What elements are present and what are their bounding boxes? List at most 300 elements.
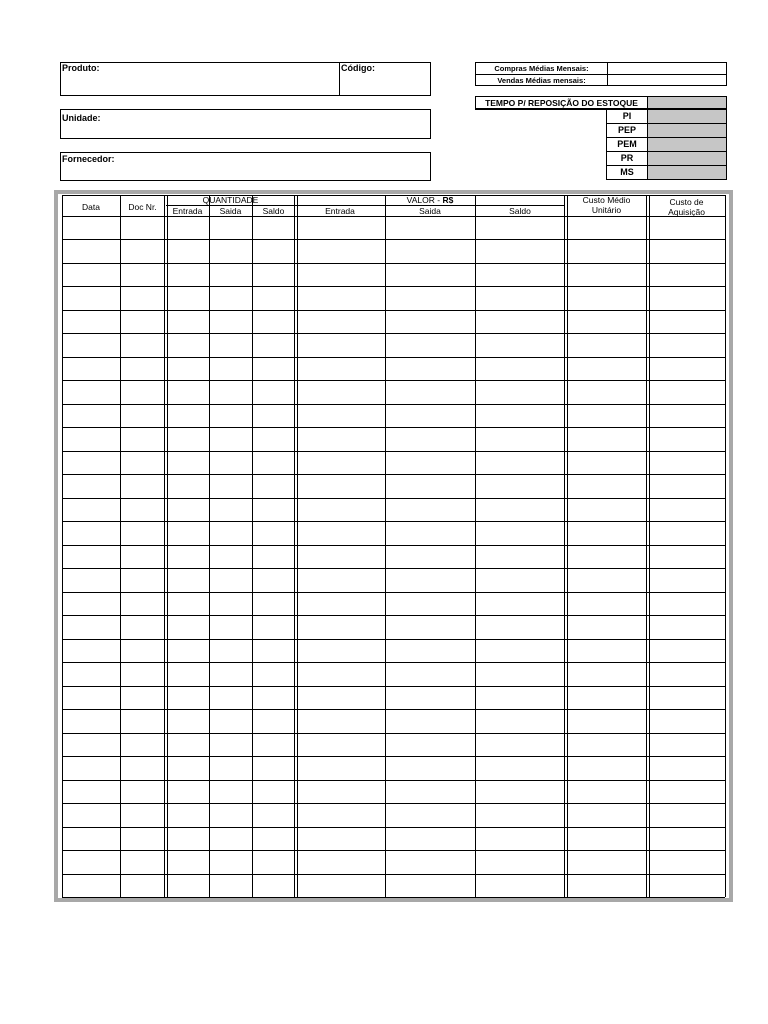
ledger-cell[interactable] — [297, 828, 384, 850]
ledger-cell[interactable] — [568, 381, 647, 403]
ledger-cell[interactable] — [64, 264, 119, 286]
ledger-cell[interactable] — [568, 475, 647, 497]
ledger-cell[interactable] — [297, 499, 384, 521]
ledger-cell[interactable] — [387, 475, 474, 497]
ledger-cell[interactable] — [297, 475, 384, 497]
ledger-cell[interactable] — [254, 334, 294, 356]
ledger-cell[interactable] — [122, 640, 165, 662]
ledger-cell[interactable] — [387, 804, 474, 826]
ledger-cell[interactable] — [64, 804, 119, 826]
ledger-cell[interactable] — [297, 875, 384, 897]
ledger-cell[interactable] — [168, 452, 208, 474]
ledger-cell[interactable] — [168, 734, 208, 756]
ledger-cell[interactable] — [568, 311, 647, 333]
ledger-cell[interactable] — [168, 663, 208, 685]
ledger-cell[interactable] — [568, 616, 647, 638]
ledger-cell[interactable] — [650, 734, 724, 756]
ledger-cell[interactable] — [64, 311, 119, 333]
ledger-cell[interactable] — [477, 311, 565, 333]
ledger-cell[interactable] — [122, 287, 165, 309]
ledger-cell[interactable] — [211, 640, 251, 662]
ledger-cell[interactable] — [168, 546, 208, 568]
ledger-cell[interactable] — [122, 499, 165, 521]
ledger-cell[interactable] — [477, 452, 565, 474]
reposicao-header-value[interactable] — [647, 97, 726, 108]
ledger-cell[interactable] — [650, 311, 724, 333]
ledger-cell[interactable] — [211, 381, 251, 403]
ledger-cell[interactable] — [254, 569, 294, 591]
ledger-cell[interactable] — [168, 240, 208, 262]
ledger-cell[interactable] — [477, 687, 565, 709]
ledger-cell[interactable] — [122, 475, 165, 497]
ledger-cell[interactable] — [387, 616, 474, 638]
ledger-cell[interactable] — [387, 499, 474, 521]
ledger-cell[interactable] — [254, 734, 294, 756]
ledger-cell[interactable] — [387, 569, 474, 591]
ledger-cell[interactable] — [122, 828, 165, 850]
ledger-cell[interactable] — [297, 734, 384, 756]
ledger-cell[interactable] — [387, 405, 474, 427]
ledger-cell[interactable] — [568, 781, 647, 803]
ledger-cell[interactable] — [122, 381, 165, 403]
ledger-cell[interactable] — [387, 734, 474, 756]
ledger-cell[interactable] — [122, 593, 165, 615]
ledger-cell[interactable] — [254, 452, 294, 474]
ledger-cell[interactable] — [254, 640, 294, 662]
ledger-cell[interactable] — [122, 710, 165, 732]
ledger-cell[interactable] — [387, 217, 474, 239]
ledger-cell[interactable] — [477, 358, 565, 380]
ledger-cell[interactable] — [650, 405, 724, 427]
ledger-cell[interactable] — [568, 240, 647, 262]
ledger-cell[interactable] — [168, 804, 208, 826]
ledger-cell[interactable] — [211, 217, 251, 239]
ledger-cell[interactable] — [64, 452, 119, 474]
ledger-cell[interactable] — [650, 240, 724, 262]
ledger-cell[interactable] — [650, 452, 724, 474]
compras-value[interactable] — [607, 63, 726, 74]
ledger-cell[interactable] — [650, 287, 724, 309]
ledger-cell[interactable] — [387, 381, 474, 403]
ledger-cell[interactable] — [254, 499, 294, 521]
ledger-cell[interactable] — [122, 311, 165, 333]
ledger-cell[interactable] — [650, 687, 724, 709]
ledger-cell[interactable] — [477, 663, 565, 685]
ledger-cell[interactable] — [64, 593, 119, 615]
ledger-cell[interactable] — [211, 311, 251, 333]
ledger-cell[interactable] — [650, 828, 724, 850]
ledger-cell[interactable] — [211, 687, 251, 709]
ledger-cell[interactable] — [64, 569, 119, 591]
ledger-cell[interactable] — [122, 569, 165, 591]
ledger-cell[interactable] — [254, 663, 294, 685]
ledger-cell[interactable] — [387, 757, 474, 779]
ledger-cell[interactable] — [568, 405, 647, 427]
reposicao-value-pem[interactable] — [647, 138, 726, 151]
ledger-cell[interactable] — [168, 757, 208, 779]
ledger-cell[interactable] — [387, 851, 474, 873]
ledger-cell[interactable] — [64, 381, 119, 403]
ledger-cell[interactable] — [650, 851, 724, 873]
ledger-cell[interactable] — [477, 522, 565, 544]
ledger-cell[interactable] — [122, 616, 165, 638]
ledger-cell[interactable] — [254, 781, 294, 803]
ledger-cell[interactable] — [211, 287, 251, 309]
reposicao-value-ms[interactable] — [647, 166, 726, 179]
ledger-cell[interactable] — [211, 522, 251, 544]
ledger-cell[interactable] — [568, 875, 647, 897]
ledger-cell[interactable] — [297, 616, 384, 638]
ledger-cell[interactable] — [650, 616, 724, 638]
ledger-cell[interactable] — [477, 757, 565, 779]
ledger-cell[interactable] — [122, 264, 165, 286]
ledger-cell[interactable] — [650, 781, 724, 803]
ledger-cell[interactable] — [297, 710, 384, 732]
ledger-cell[interactable] — [122, 522, 165, 544]
ledger-cell[interactable] — [211, 569, 251, 591]
ledger-cell[interactable] — [477, 217, 565, 239]
ledger-cell[interactable] — [64, 687, 119, 709]
ledger-cell[interactable] — [387, 264, 474, 286]
ledger-cell[interactable] — [64, 734, 119, 756]
ledger-cell[interactable] — [477, 875, 565, 897]
ledger-cell[interactable] — [387, 287, 474, 309]
ledger-cell[interactable] — [254, 264, 294, 286]
ledger-cell[interactable] — [297, 687, 384, 709]
ledger-cell[interactable] — [650, 640, 724, 662]
ledger-cell[interactable] — [168, 569, 208, 591]
ledger-cell[interactable] — [211, 358, 251, 380]
ledger-cell[interactable] — [387, 358, 474, 380]
ledger-cell[interactable] — [387, 428, 474, 450]
ledger-cell[interactable] — [387, 311, 474, 333]
ledger-cell[interactable] — [568, 593, 647, 615]
ledger-cell[interactable] — [568, 734, 647, 756]
ledger-cell[interactable] — [168, 217, 208, 239]
ledger-cell[interactable] — [568, 499, 647, 521]
ledger-cell[interactable] — [477, 616, 565, 638]
ledger-cell[interactable] — [477, 828, 565, 850]
ledger-cell[interactable] — [122, 851, 165, 873]
ledger-cell[interactable] — [211, 452, 251, 474]
ledger-cell[interactable] — [122, 875, 165, 897]
reposicao-value-pep[interactable] — [647, 124, 726, 137]
ledger-cell[interactable] — [254, 217, 294, 239]
ledger-cell[interactable] — [387, 828, 474, 850]
ledger-cell[interactable] — [297, 522, 384, 544]
ledger-cell[interactable] — [568, 851, 647, 873]
ledger-cell[interactable] — [168, 828, 208, 850]
ledger-cell[interactable] — [168, 334, 208, 356]
ledger-cell[interactable] — [254, 710, 294, 732]
ledger-cell[interactable] — [387, 640, 474, 662]
ledger-cell[interactable] — [254, 828, 294, 850]
ledger-cell[interactable] — [211, 593, 251, 615]
ledger-cell[interactable] — [477, 475, 565, 497]
ledger-cell[interactable] — [477, 546, 565, 568]
ledger-cell[interactable] — [650, 358, 724, 380]
ledger-cell[interactable] — [64, 240, 119, 262]
ledger-cell[interactable] — [387, 593, 474, 615]
ledger-cell[interactable] — [254, 475, 294, 497]
ledger-cell[interactable] — [64, 875, 119, 897]
ledger-cell[interactable] — [122, 734, 165, 756]
ledger-cell[interactable] — [477, 781, 565, 803]
ledger-cell[interactable] — [477, 710, 565, 732]
ledger-cell[interactable] — [297, 569, 384, 591]
ledger-cell[interactable] — [211, 851, 251, 873]
ledger-cell[interactable] — [297, 546, 384, 568]
ledger-cell[interactable] — [650, 334, 724, 356]
ledger-cell[interactable] — [64, 663, 119, 685]
ledger-cell[interactable] — [122, 405, 165, 427]
ledger-cell[interactable] — [568, 546, 647, 568]
ledger-cell[interactable] — [211, 875, 251, 897]
ledger-cell[interactable] — [64, 522, 119, 544]
ledger-cell[interactable] — [387, 875, 474, 897]
ledger-cell[interactable] — [477, 734, 565, 756]
ledger-cell[interactable] — [211, 546, 251, 568]
ledger-cell[interactable] — [297, 851, 384, 873]
ledger-cell[interactable] — [297, 287, 384, 309]
ledger-cell[interactable] — [64, 757, 119, 779]
ledger-cell[interactable] — [122, 663, 165, 685]
ledger-cell[interactable] — [211, 240, 251, 262]
ledger-cell[interactable] — [477, 381, 565, 403]
ledger-cell[interactable] — [64, 828, 119, 850]
ledger-cell[interactable] — [477, 499, 565, 521]
ledger-cell[interactable] — [211, 264, 251, 286]
ledger-cell[interactable] — [211, 334, 251, 356]
ledger-cell[interactable] — [650, 593, 724, 615]
ledger-cell[interactable] — [650, 475, 724, 497]
ledger-cell[interactable] — [477, 405, 565, 427]
ledger-cell[interactable] — [477, 804, 565, 826]
ledger-cell[interactable] — [254, 687, 294, 709]
reposicao-value-pi[interactable] — [647, 110, 726, 123]
ledger-cell[interactable] — [168, 616, 208, 638]
ledger-cell[interactable] — [387, 546, 474, 568]
ledger-cell[interactable] — [254, 851, 294, 873]
ledger-cell[interactable] — [64, 475, 119, 497]
ledger-cell[interactable] — [254, 240, 294, 262]
ledger-cell[interactable] — [297, 358, 384, 380]
ledger-cell[interactable] — [297, 593, 384, 615]
ledger-cell[interactable] — [568, 640, 647, 662]
ledger-cell[interactable] — [568, 569, 647, 591]
vendas-value[interactable] — [607, 75, 726, 86]
ledger-cell[interactable] — [122, 687, 165, 709]
ledger-cell[interactable] — [64, 358, 119, 380]
ledger-cell[interactable] — [387, 240, 474, 262]
ledger-cell[interactable] — [568, 663, 647, 685]
ledger-cell[interactable] — [168, 405, 208, 427]
ledger-cell[interactable] — [168, 358, 208, 380]
ledger-cell[interactable] — [568, 804, 647, 826]
ledger-cell[interactable] — [211, 828, 251, 850]
ledger-cell[interactable] — [650, 804, 724, 826]
ledger-cell[interactable] — [387, 522, 474, 544]
ledger-cell[interactable] — [122, 334, 165, 356]
ledger-cell[interactable] — [211, 616, 251, 638]
ledger-cell[interactable] — [477, 593, 565, 615]
ledger-cell[interactable] — [122, 358, 165, 380]
ledger-cell[interactable] — [477, 851, 565, 873]
ledger-cell[interactable] — [297, 804, 384, 826]
ledger-cell[interactable] — [64, 287, 119, 309]
ledger-cell[interactable] — [650, 264, 724, 286]
ledger-cell[interactable] — [211, 475, 251, 497]
ledger-cell[interactable] — [168, 687, 208, 709]
ledger-cell[interactable] — [650, 217, 724, 239]
ledger-cell[interactable] — [477, 287, 565, 309]
ledger-cell[interactable] — [568, 757, 647, 779]
ledger-cell[interactable] — [254, 405, 294, 427]
ledger-cell[interactable] — [568, 264, 647, 286]
ledger-cell[interactable] — [387, 663, 474, 685]
codigo-field[interactable] — [339, 62, 431, 96]
ledger-cell[interactable] — [168, 781, 208, 803]
ledger-cell[interactable] — [650, 522, 724, 544]
ledger-cell[interactable] — [297, 217, 384, 239]
ledger-cell[interactable] — [168, 264, 208, 286]
ledger-cell[interactable] — [387, 452, 474, 474]
ledger-cell[interactable] — [122, 546, 165, 568]
ledger-cell[interactable] — [568, 452, 647, 474]
ledger-cell[interactable] — [211, 781, 251, 803]
ledger-cell[interactable] — [568, 522, 647, 544]
ledger-cell[interactable] — [387, 781, 474, 803]
ledger-cell[interactable] — [477, 569, 565, 591]
ledger-cell[interactable] — [168, 710, 208, 732]
reposicao-value-pr[interactable] — [647, 152, 726, 165]
ledger-cell[interactable] — [477, 640, 565, 662]
ledger-cell[interactable] — [254, 804, 294, 826]
ledger-cell[interactable] — [168, 428, 208, 450]
ledger-cell[interactable] — [211, 663, 251, 685]
ledger-cell[interactable] — [297, 311, 384, 333]
unidade-field[interactable] — [60, 109, 431, 139]
ledger-cell[interactable] — [650, 710, 724, 732]
ledger-cell[interactable] — [211, 428, 251, 450]
ledger-cell[interactable] — [211, 734, 251, 756]
produto-field[interactable] — [60, 62, 340, 96]
ledger-cell[interactable] — [477, 240, 565, 262]
ledger-cell[interactable] — [64, 781, 119, 803]
ledger-cell[interactable] — [64, 546, 119, 568]
ledger-cell[interactable] — [254, 875, 294, 897]
ledger-cell[interactable] — [211, 804, 251, 826]
ledger-cell[interactable] — [387, 710, 474, 732]
ledger-cell[interactable] — [387, 687, 474, 709]
ledger-cell[interactable] — [650, 428, 724, 450]
ledger-cell[interactable] — [297, 264, 384, 286]
ledger-cell[interactable] — [64, 334, 119, 356]
ledger-cell[interactable] — [168, 287, 208, 309]
ledger-cell[interactable] — [650, 569, 724, 591]
ledger-cell[interactable] — [568, 828, 647, 850]
ledger-cell[interactable] — [64, 499, 119, 521]
ledger-cell[interactable] — [254, 311, 294, 333]
ledger-cell[interactable] — [64, 217, 119, 239]
ledger-cell[interactable] — [168, 593, 208, 615]
ledger-cell[interactable] — [477, 264, 565, 286]
ledger-cell[interactable] — [122, 217, 165, 239]
ledger-cell[interactable] — [211, 499, 251, 521]
ledger-cell[interactable] — [122, 804, 165, 826]
ledger-cell[interactable] — [650, 875, 724, 897]
ledger-cell[interactable] — [254, 522, 294, 544]
ledger-cell[interactable] — [297, 405, 384, 427]
ledger-cell[interactable] — [168, 475, 208, 497]
ledger-cell[interactable] — [168, 499, 208, 521]
ledger-cell[interactable] — [297, 452, 384, 474]
ledger-cell[interactable] — [168, 875, 208, 897]
ledger-cell[interactable] — [254, 593, 294, 615]
ledger-cell[interactable] — [297, 334, 384, 356]
ledger-cell[interactable] — [211, 757, 251, 779]
ledger-cell[interactable] — [168, 640, 208, 662]
ledger-cell[interactable] — [254, 287, 294, 309]
ledger-cell[interactable] — [64, 616, 119, 638]
ledger-cell[interactable] — [254, 757, 294, 779]
ledger-cell[interactable] — [297, 757, 384, 779]
ledger-cell[interactable] — [254, 381, 294, 403]
ledger-cell[interactable] — [211, 405, 251, 427]
ledger-cell[interactable] — [64, 405, 119, 427]
fornecedor-field[interactable] — [60, 152, 431, 181]
ledger-cell[interactable] — [568, 428, 647, 450]
ledger-cell[interactable] — [64, 710, 119, 732]
ledger-cell[interactable] — [568, 687, 647, 709]
ledger-cell[interactable] — [297, 640, 384, 662]
ledger-cell[interactable] — [254, 428, 294, 450]
ledger-cell[interactable] — [122, 428, 165, 450]
ledger-cell[interactable] — [297, 381, 384, 403]
ledger-cell[interactable] — [254, 616, 294, 638]
ledger-cell[interactable] — [297, 428, 384, 450]
ledger-cell[interactable] — [122, 781, 165, 803]
ledger-cell[interactable] — [122, 240, 165, 262]
ledger-cell[interactable] — [297, 240, 384, 262]
ledger-cell[interactable] — [650, 381, 724, 403]
ledger-cell[interactable] — [254, 546, 294, 568]
ledger-cell[interactable] — [64, 640, 119, 662]
ledger-cell[interactable] — [211, 710, 251, 732]
ledger-cell[interactable] — [297, 781, 384, 803]
ledger-cell[interactable] — [568, 334, 647, 356]
ledger-cell[interactable] — [297, 663, 384, 685]
ledger-cell[interactable] — [650, 757, 724, 779]
ledger-cell[interactable] — [168, 311, 208, 333]
ledger-cell[interactable] — [568, 217, 647, 239]
ledger-cell[interactable] — [568, 358, 647, 380]
ledger-cell[interactable] — [254, 358, 294, 380]
ledger-cell[interactable] — [64, 428, 119, 450]
ledger-cell[interactable] — [168, 851, 208, 873]
ledger-cell[interactable] — [64, 851, 119, 873]
ledger-cell[interactable] — [168, 522, 208, 544]
ledger-cell[interactable] — [168, 381, 208, 403]
ledger-cell[interactable] — [387, 334, 474, 356]
ledger-cell[interactable] — [650, 663, 724, 685]
ledger-cell[interactable] — [122, 757, 165, 779]
ledger-cell[interactable] — [477, 428, 565, 450]
ledger-cell[interactable] — [568, 710, 647, 732]
ledger-cell[interactable] — [568, 287, 647, 309]
ledger-cell[interactable] — [650, 546, 724, 568]
ledger-cell[interactable] — [122, 452, 165, 474]
